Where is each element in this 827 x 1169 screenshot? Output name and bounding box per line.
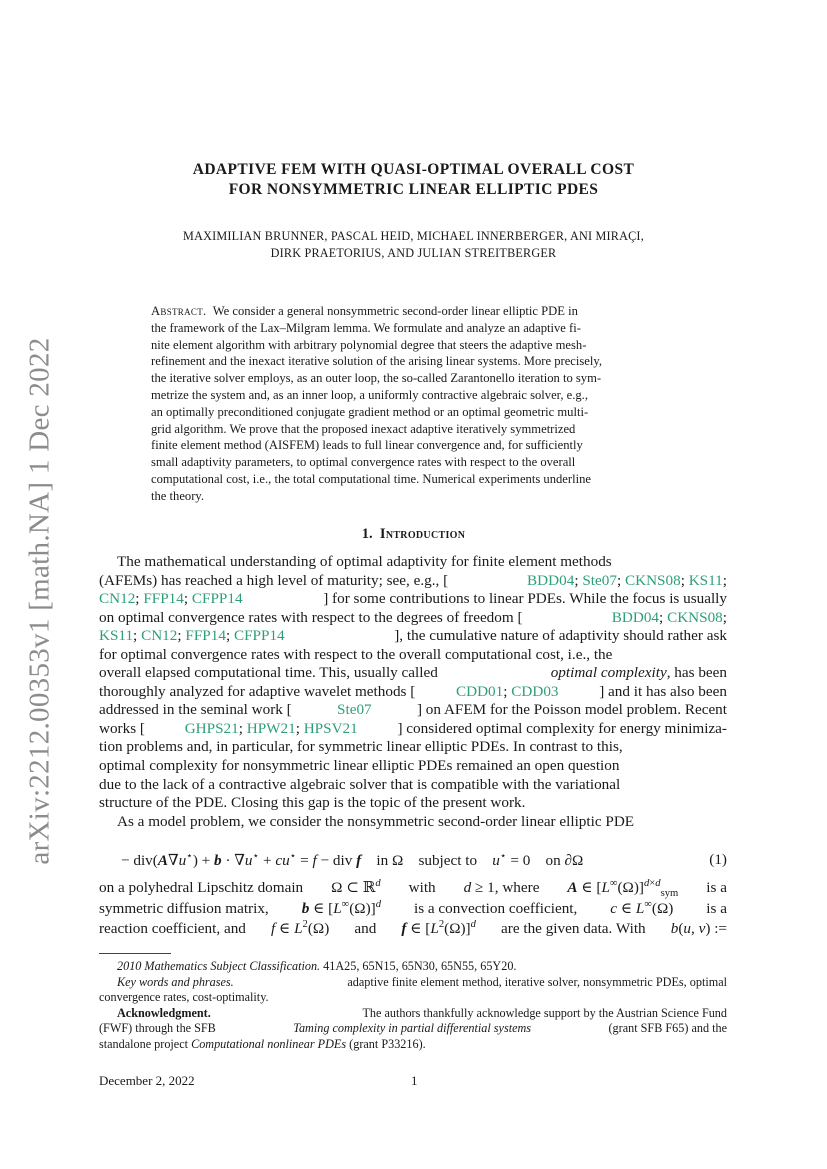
title-line-1: ADAPTIVE FEM WITH QUASI-OPTIMAL OVERALL COST [192,161,635,178]
citation-link[interactable]: HPSV21 [303,719,358,737]
citation-link[interactable]: HPW21 [246,719,296,737]
abstract-label: Abstract. [151,304,207,318]
footnotes [99,959,727,1053]
text-line: addressed in the seminal work [ Ste07 ] on AFEM for the Poisson model problem. Recent [99,701,727,719]
text-line: KS11; CN12; FFP14; CFPP14 ], the cumulative nature of adaptivity should rather ask [99,627,727,645]
abstract-line: finite element method (AISFEM) leads to full linear convergence and, for sufficiently [151,438,583,453]
abstract-line: grid algorithm. We prove that the proposed inexact adaptive iteratively symmetrized [151,421,576,436]
text-line: optimal complexity for nonsymmetric linear elliptic PDEs remained an open question [99,757,620,775]
citation-link[interactable]: BDD04 [611,608,660,626]
citation-link[interactable]: KS11 [99,627,134,645]
display-equation [99,851,727,871]
citation-link[interactable]: Ste07 [582,571,617,589]
text-line: As a model problem, we consider the nonsymmetric second-order linear elliptic PDE [117,812,635,830]
citation-link[interactable]: CDD03 [511,682,559,700]
abstract-line: Abstract. We consider a general nonsymmetric second-order linear elliptic PDE in [151,304,578,318]
citation-link[interactable]: FFP14 [185,627,226,645]
arxiv-identifier-stamp [22,337,58,865]
citation-link[interactable]: BDD04 [527,571,575,589]
footer-date: December 2, 2022 [99,1073,195,1088]
authors-line-2: DIRK PRAETORIUS, AND JULIAN STREITBERGER [270,246,557,260]
citation-link[interactable]: CKNS08 [624,571,681,589]
text-line: tion problems and, in particular, for symmetric linear elliptic PDEs. In contrast to this, [99,738,623,756]
footnote-acknowledgment-cont: (FWF) through the SFB Taming complexity in partial differential systems (grant SFB F65) and the [99,1021,727,1036]
footnote-keywords-cont: convergence rates, cost-optimality. [99,990,269,1005]
arxiv-id-text: arXiv:2212.00353v1 [math.NA] 1 Dec 2022 [23,337,56,865]
text-line: symmetric diffusion matrix, b ∈ $[L^\infty(\Omega)]^d$ is a convection coefficient, c ∈ L∞(Ω) is a [99,898,727,917]
citation-link[interactable]: KS11 [688,571,723,589]
abstract [151,303,677,505]
text-line: due to the lack of a contractive algebraic solver that is compatible with the variational [99,775,621,793]
text-line: structure of the PDE. Closing this gap is the topic of the present work. [99,794,526,812]
citation-link[interactable]: CFPP14 [191,590,243,608]
text-line: overall elapsed computational time. This, usually called optimal complexity, has been [99,664,727,682]
citation-link[interactable]: FFP14 [143,590,184,608]
text-line: The mathematical understanding of optimal adaptivity for finite element methods [117,553,612,570]
abstract-line: refinement and the inexact iterative solution of the arising linear systems. More precisely, [151,354,603,369]
footnote-keywords: Key words and phrases. adaptive finite element method, iterative solver, nonsymmetric PDEs, optimal [117,974,727,989]
text-line: thoroughly analyzed for adaptive wavelet methods [ CDD01; CDD03 ] and it has also been [99,682,727,700]
text-line: on a polyhedral Lipschitz domain Ω ⊂ ℝ$^d$ with d ≥ 1, where A ∈ $[L^\infty(\Omega)]^{d\times d}_{sym}$ is a [99,877,727,900]
abstract-line: the framework of the Lax–Milgram lemma. We formulate and analyze an adaptive fi- [151,320,581,335]
citation-link[interactable]: CN12 [99,590,136,608]
authors-line-1: MAXIMILIAN BRUNNER, PASCAL HEID, MICHAEL INNERBERGER, ANI MIRAÇI, [183,229,644,243]
footnote-acknowledgment-cont: standalone project Computational nonlinear PDEs (grant P33216). [99,1036,426,1051]
equation-expression: − div(A∇u⋆) + b · ∇u⋆ + cu⋆ = f − div f in Ω subject to u⋆ = 0 on ∂Ω [121,850,584,869]
footnote-msc: 2010 Mathematics Subject Classification. 41A25, 65N15, 65N30, 65N55, 65Y20. [117,959,517,973]
page-number: 1 [411,1073,418,1088]
text-line: (AFEMs) has reached a high level of maturity; see, e.g., [ BDD04; Ste07; CKNS08; KS11; [99,571,727,589]
text-line: CN12; FFP14; CFPP14 ] for some contributions to linear PDEs. While the focus is usually [99,590,727,608]
introduction-text [99,553,727,831]
equation-number: (1) [709,851,727,868]
post-equation-text [99,878,727,940]
citation-link[interactable]: GHPS21 [184,719,239,737]
abstract-line: nite element algorithm with arbitrary polynomial degree that steers the adaptive mesh- [151,337,587,352]
section-number: 1. [361,526,373,542]
footnote-divider [99,953,171,954]
citation-link[interactable]: CKNS08 [667,608,723,626]
citation-link[interactable]: CN12 [141,627,178,645]
text-line: works [ GHPS21; HPW21; HPSV21 ] considered optimal complexity for energy minimiza- [99,719,727,737]
section-title: Introduction [379,526,466,542]
abstract-line: the iterative solver employs, as an outer loop, the so-called Zarantonello iteration to sym- [151,371,602,386]
citation-link[interactable]: CFPP14 [233,627,285,645]
footnote-acknowledgment: Acknowledgment. The authors thankfully acknowledge support by the Austrian Science Fund [117,1005,727,1020]
text-line: for optimal convergence rates with respect to the overall computational cost, i.e., the [99,645,613,663]
text-line: reaction coefficient, and f ∈ $L^2(\Omega)$ and f ∈ $[L^2(\Omega)]^d$ are the given data. With b(u, v) := [99,918,727,937]
citation-link[interactable]: CDD01 [455,682,504,700]
abstract-line: computational cost, i.e., the total computational time. Numerical experiments underline [151,471,591,486]
abstract-line: an optimally preconditioned conjugate gradient method or an optimal geometric multi- [151,404,589,419]
abstract-line: small adaptivity parameters, to optimal convergence rates with respect to the overall [151,455,576,470]
author-list [100,228,727,262]
text-line: on optimal convergence rates with respect to the degrees of freedom [ BDD04; CKNS08; [99,608,727,626]
abstract-line: the theory. [151,488,205,503]
abstract-line: metrize the system and, as an inner loop, a uniformly contractive algebraic solver, e.g., [151,387,588,402]
section-heading [100,526,727,543]
paper-title [100,160,727,200]
citation-link[interactable]: Ste07 [337,701,372,719]
title-line-2: FOR NONSYMMETRIC LINEAR ELLIPTIC PDES [228,181,599,198]
